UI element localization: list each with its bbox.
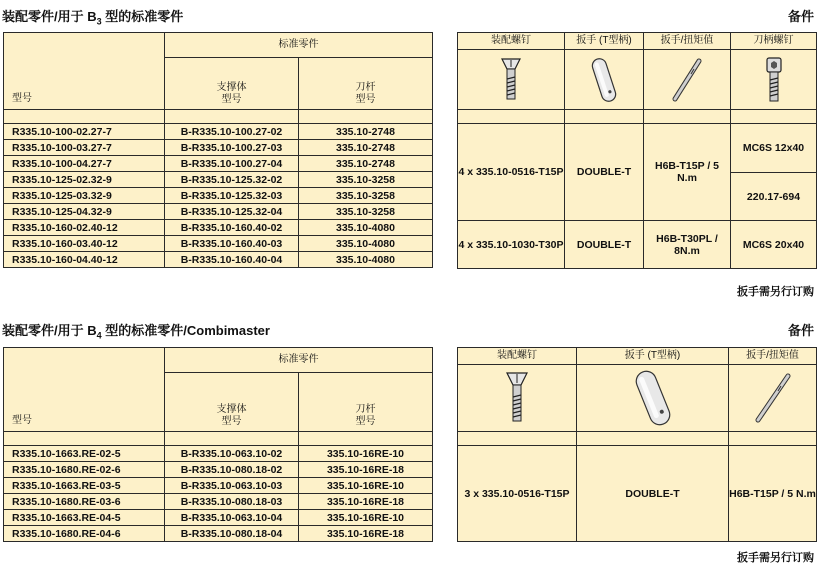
support-body-number: B-R335.10-100.27-02 [165, 124, 299, 140]
shank-number: 335.10-2748 [299, 156, 433, 172]
spacer-cell [165, 110, 299, 124]
model-number: R335.10-125-02.32-9 [4, 172, 165, 188]
torque-wrench-icon [752, 372, 794, 424]
spacer-cell [4, 110, 165, 124]
table-row [4, 446, 433, 462]
shank-number: 335.10-3258 [299, 172, 433, 188]
table-row [4, 462, 433, 478]
support-body-number: B-R335.10-125.32-04 [165, 204, 299, 220]
model-number: R335.10-160-04.40-12 [4, 252, 165, 268]
table-row [4, 252, 433, 268]
torque-wrench-header: 扳手/扭矩值 [644, 33, 731, 50]
t-handle-wrench-a: DOUBLE-T [565, 124, 644, 221]
shank-number: 335.10-16RE-10 [299, 478, 433, 494]
shank-screw-header: 刀柄螺钉 [731, 33, 817, 50]
spacer-cell [299, 432, 433, 446]
t-handle-wrench-header: 扳手 (T型柄) [565, 33, 644, 50]
spacer-cell [458, 110, 565, 124]
model-number: R335.10-1663.RE-02-5 [4, 446, 165, 462]
t-handle-wrench-icon-cell [565, 50, 644, 110]
t-handle-wrench-b: DOUBLE-T [565, 221, 644, 269]
shank-header: 刀杆 型号 [299, 58, 433, 110]
section1-wrench-order-note: 扳手需另行订购 [737, 286, 814, 298]
table-row [4, 188, 433, 204]
section1-spare-parts-label: 备件 [788, 9, 815, 24]
model-number: R335.10-100-03.27-7 [4, 140, 165, 156]
section2-standard-table [3, 347, 433, 542]
model-number: R335.10-1680.RE-04-6 [4, 526, 165, 542]
standard-parts-header: 标准零件 [165, 33, 433, 58]
table-row [4, 220, 433, 236]
support-body-number: B-R335.10-063.10-03 [165, 478, 299, 494]
mounting-screw-a: 4 x 335.10-0516-T15P [458, 124, 565, 221]
support-body-number: B-R335.10-160.40-02 [165, 220, 299, 236]
table-row [4, 140, 433, 156]
table-row [4, 526, 433, 542]
shank-number: 335.10-4080 [299, 252, 433, 268]
spacer-cell [577, 432, 729, 446]
t-handle-wrench: DOUBLE-T [577, 446, 729, 542]
mounting-screw: 3 x 335.10-0516-T15P [458, 446, 577, 542]
screw-icon-cell [458, 50, 565, 110]
support-body-number: B-R335.10-160.40-04 [165, 252, 299, 268]
spacer-cell [731, 110, 817, 124]
section2-title: 装配零件/用于 $B_4$ 型的标准零件/Combimaster [2, 323, 270, 341]
support-body-header: 支撑体 型号 [165, 58, 299, 110]
shank-header: 刀杆 型号 [299, 373, 433, 432]
t-handle-wrench-icon-cell [577, 365, 729, 432]
shank-number: 335.10-16RE-10 [299, 446, 433, 462]
shank-number: 335.10-4080 [299, 236, 433, 252]
torque-wrench-icon [669, 57, 705, 103]
support-body-number: B-R335.10-125.32-03 [165, 188, 299, 204]
mounting-screw-b: 4 x 335.10-1030-T30P [458, 221, 565, 269]
screw-icon [506, 371, 528, 425]
section2-spare-parts-table [457, 347, 817, 542]
t-handle-wrench-icon [631, 367, 675, 429]
shank-number: 335.10-16RE-18 [299, 494, 433, 510]
support-body-number: B-R335.10-080.18-03 [165, 494, 299, 510]
spacer-cell [729, 432, 817, 446]
torque-wrench-a: H6B-T15P / 5 N.m [644, 124, 731, 221]
section1-standard-table [3, 32, 433, 268]
spacer-cell [4, 432, 165, 446]
mounting-screw-header: 装配螺钉 [458, 348, 577, 365]
support-body-number: B-R335.10-080.18-04 [165, 526, 299, 542]
torque-wrench-icon-cell [644, 50, 731, 110]
t-handle-wrench-header: 扳手 (T型柄) [577, 348, 729, 365]
table-row [4, 510, 433, 526]
table-row [4, 172, 433, 188]
torque-wrench-b: H6B-T30PL / 8N.m [644, 221, 731, 269]
model-header: 型号 [4, 33, 165, 110]
support-body-number: B-R335.10-160.40-03 [165, 236, 299, 252]
table-row [4, 236, 433, 252]
shank-number: 335.10-2748 [299, 124, 433, 140]
spacer-cell [165, 432, 299, 446]
model-number: R335.10-160-02.40-12 [4, 220, 165, 236]
section1-title: 装配零件/用于 $B_3$ 型的标准零件 [2, 9, 184, 27]
model-header: 型号 [4, 348, 165, 432]
model-number: R335.10-160-03.40-12 [4, 236, 165, 252]
table-row [4, 204, 433, 220]
section2-spare-parts-label: 备件 [788, 323, 815, 338]
shank-screw-icon-cell [731, 50, 817, 110]
shank-number: 335.10-16RE-18 [299, 462, 433, 478]
screw-icon [501, 57, 521, 103]
screw-icon-cell [458, 365, 577, 432]
support-body-number: B-R335.10-063.10-02 [165, 446, 299, 462]
torque-wrench-header: 扳手/扭矩值 [729, 348, 817, 365]
table-row [4, 478, 433, 494]
table-row [4, 124, 433, 140]
model-number: R335.10-100-02.27-7 [4, 124, 165, 140]
table-row [4, 494, 433, 510]
shank-number: 335.10-4080 [299, 220, 433, 236]
t-handle-wrench-icon [589, 55, 619, 105]
shank-number: 335.10-2748 [299, 140, 433, 156]
support-body-number: B-R335.10-100.27-04 [165, 156, 299, 172]
torque-wrench: H6B-T15P / 5 N.m [729, 446, 817, 542]
spacer-cell [299, 110, 433, 124]
standard-parts-header: 标准零件 [165, 348, 433, 373]
torque-wrench-icon-cell [729, 365, 817, 432]
shank-screw-a1: MC6S 12x40 [731, 124, 817, 173]
model-number: R335.10-1680.RE-02-6 [4, 462, 165, 478]
shank-number: 335.10-3258 [299, 188, 433, 204]
shank-number: 335.10-16RE-18 [299, 526, 433, 542]
shank-screw-a2: 220.17-694 [731, 173, 817, 221]
model-number: R335.10-1663.RE-04-5 [4, 510, 165, 526]
socket-head-screw-icon [764, 56, 784, 104]
model-number: R335.10-100-04.27-7 [4, 156, 165, 172]
model-number: R335.10-1680.RE-03-6 [4, 494, 165, 510]
shank-number: 335.10-16RE-10 [299, 510, 433, 526]
support-body-number: B-R335.10-080.18-02 [165, 462, 299, 478]
support-body-header: 支撑体 型号 [165, 373, 299, 432]
table-row [4, 156, 433, 172]
spacer-cell [644, 110, 731, 124]
model-number: R335.10-125-03.32-9 [4, 188, 165, 204]
spacer-cell [565, 110, 644, 124]
support-body-number: B-R335.10-125.32-02 [165, 172, 299, 188]
model-number: R335.10-125-04.32-9 [4, 204, 165, 220]
model-number: R335.10-1663.RE-03-5 [4, 478, 165, 494]
support-body-number: B-R335.10-100.27-03 [165, 140, 299, 156]
spacer-cell [458, 432, 577, 446]
mounting-screw-header: 装配螺钉 [458, 33, 565, 50]
shank-number: 335.10-3258 [299, 204, 433, 220]
support-body-number: B-R335.10-063.10-04 [165, 510, 299, 526]
section1-spare-parts-table [457, 32, 817, 269]
section2-wrench-order-note: 扳手需另行订购 [737, 552, 814, 564]
shank-screw-b: MC6S 20x40 [731, 221, 817, 269]
